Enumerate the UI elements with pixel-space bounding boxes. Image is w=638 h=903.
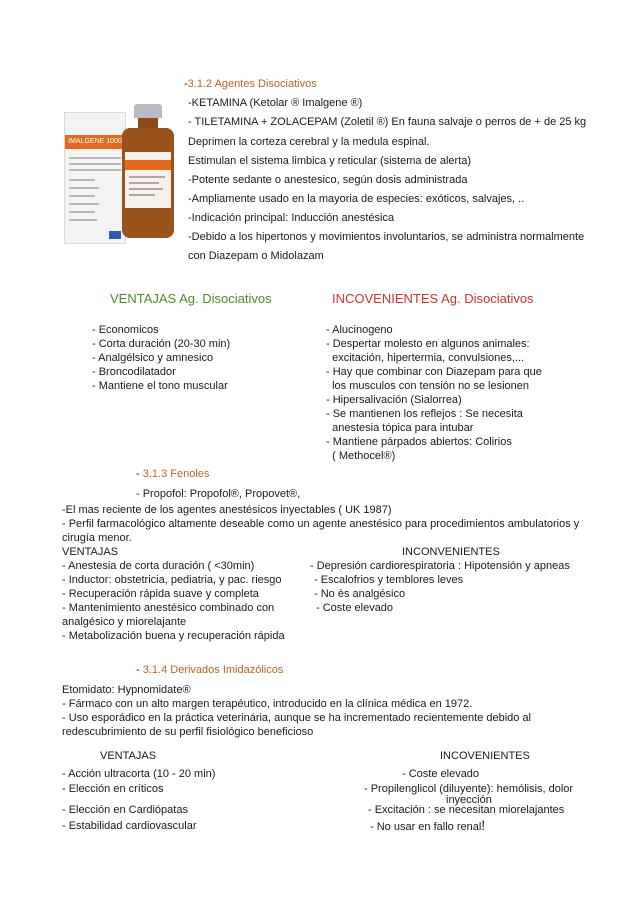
- list-item: - Inductor: obstetricia, pediatria, y pac. riesgo: [62, 574, 282, 586]
- text-line: -Ampliamente usado en la mayoria de especies: exóticos, salvajes, ..: [188, 193, 525, 205]
- list-item: - Elección en críticos: [62, 783, 164, 795]
- ventajas-fenoles-label: VENTAJAS: [62, 546, 119, 558]
- list-item: - Alucinogeno: [326, 324, 393, 336]
- section-prefix: -: [136, 664, 143, 676]
- list-item: los musculos con tensión no se lesionen: [326, 380, 530, 392]
- text-line: -KETAMINA (Ketolar ® Imalgene ®): [188, 97, 363, 109]
- text-line: - Perfil farmacológico altamente deseable como un agente anestésico para procedimientos ambulatorios y: [62, 518, 580, 530]
- section-title: 3.1.3 Fenoles: [142, 468, 210, 480]
- product-vial: [120, 104, 176, 240]
- product-box: [64, 112, 126, 244]
- list-item: - Escalofrios y temblores leves: [314, 574, 464, 586]
- list-item: - Estabilidad cardiovascular: [62, 820, 197, 832]
- imalgene-product-image: [62, 104, 182, 244]
- text-line: - Fármaco con un alto margen terapéutico, introducido en la clínica médica en 1972.: [62, 698, 473, 710]
- list-item: anestesia tópica para intubar: [326, 422, 474, 434]
- text-line: con Diazepam o Midolazam: [188, 250, 324, 262]
- text-line: - Uso esporádico en la práctica veterinária, aunque se ha incrementado recientemente debido al: [62, 712, 532, 724]
- list-item: - Depresión cardiorespiratoria : Hipotensión y apneas: [310, 560, 570, 572]
- list-item: inyección: [446, 794, 492, 806]
- product-brand-label: IMALGENE 1000: [65, 135, 125, 149]
- list-item: - Despertar molesto en algunos animales:: [326, 338, 530, 350]
- section-title: 3.1.4 Derivados Imidazólicos: [142, 664, 284, 676]
- section-title: 3.1.2 Agentes Disociativos: [187, 78, 317, 90]
- text-line: Deprimen la corteza cerebral y la medula espinal.: [188, 136, 430, 148]
- list-item: - Hipersalivación (Sialorrea): [326, 394, 462, 406]
- list-item: [370, 818, 485, 834]
- list-item: - Analgélsico y amnesico: [92, 352, 214, 364]
- text-line: Estimulan el sistema limbica y reticular (sistema de alerta): [188, 155, 472, 167]
- text-line: -Indicación principal: Inducción anestésica: [188, 212, 395, 224]
- list-item: ( Methocel®): [326, 450, 396, 462]
- inconvenientes-fenoles-label: INCONVENIENTES: [402, 546, 500, 558]
- propofol-line: - Propofol: Propofol®, Propovet®,: [136, 488, 301, 500]
- section-heading-fenoles: [136, 468, 209, 480]
- text-line: cirugía menor.: [62, 532, 132, 544]
- section-heading-disociativos: [184, 78, 317, 90]
- list-item: - Broncodilatador: [92, 366, 176, 378]
- list-item: - Mantiene párpados abiertos: Colirios: [326, 436, 512, 448]
- list-item: - Recuperación rápida suave y completa: [62, 588, 259, 600]
- list-item: - Mantenimiento anestésico combinado con: [62, 602, 275, 614]
- section-prefix: -: [184, 78, 188, 90]
- ventajas-disociativos-title: VENTAJAS Ag. Disociativos: [110, 291, 272, 306]
- inconvenientes-imidazolicos-label: INCOVENIENTES: [440, 750, 530, 762]
- list-item: - Coste elevado: [402, 768, 480, 780]
- list-item: - Mantiene el tono muscular: [92, 380, 228, 392]
- list-item: - Metabolización buena y recuperación rápida: [62, 630, 285, 642]
- section-heading-imidazolicos: [136, 664, 283, 676]
- end-mark: !: [481, 817, 486, 833]
- list-item: - No ès analgésico: [314, 588, 406, 600]
- list-item: - Acción ultracorta (10 - 20 min): [62, 768, 216, 780]
- list-item: - Economicos: [92, 324, 159, 336]
- list-item: - Coste elevado: [316, 602, 394, 614]
- text-line: -El mas reciente de los agentes anestésicos inyectables ( UK 1987): [62, 504, 392, 516]
- text-line: Etomidato: Hypnomidate®: [62, 684, 191, 696]
- list-item: - Anestesia de corta duración ( <30min): [62, 560, 255, 572]
- list-item: excitación, hipertermia, convulsiones,...: [326, 352, 525, 364]
- section-prefix: -: [136, 468, 143, 480]
- list-item-text: - No usar en fallo renal: [370, 821, 482, 833]
- list-item: - Propilenglicol (diluyente): hemólisis, dolor: [364, 783, 574, 795]
- inconvenientes-disociativos-title: INCOVENIENTES Ag. Disociativos: [332, 291, 534, 306]
- text-line: - TILETAMINA + ZOLACEPAM (Zoletil ®) En fauna salvaje o perros de + de 25 kg: [188, 116, 587, 128]
- list-item: - Hay que combinar con Diazepam para que: [326, 366, 542, 378]
- text-line: -Debido a los hipertonos y movimientos involuntarios, se administra normalmente: [188, 231, 585, 243]
- list-item: - Corta duración (20-30 min): [92, 338, 231, 350]
- ventajas-imidazolicos-label: VENTAJAS: [100, 750, 157, 762]
- list-item: - Elección en Cardiópatas: [62, 804, 188, 816]
- list-item: - Se mantienen los reflejos : Se necesita: [326, 408, 523, 420]
- text-line: redescubrimiento de su perfil fisiológico beneficioso: [62, 726, 314, 738]
- list-item: analgésico y miorelajante: [62, 616, 187, 628]
- list-item: - Excitación : se necesitan miorelajantes: [368, 804, 565, 816]
- text-line: -Potente sedante o anestesico, según dosis administrada: [188, 174, 468, 186]
